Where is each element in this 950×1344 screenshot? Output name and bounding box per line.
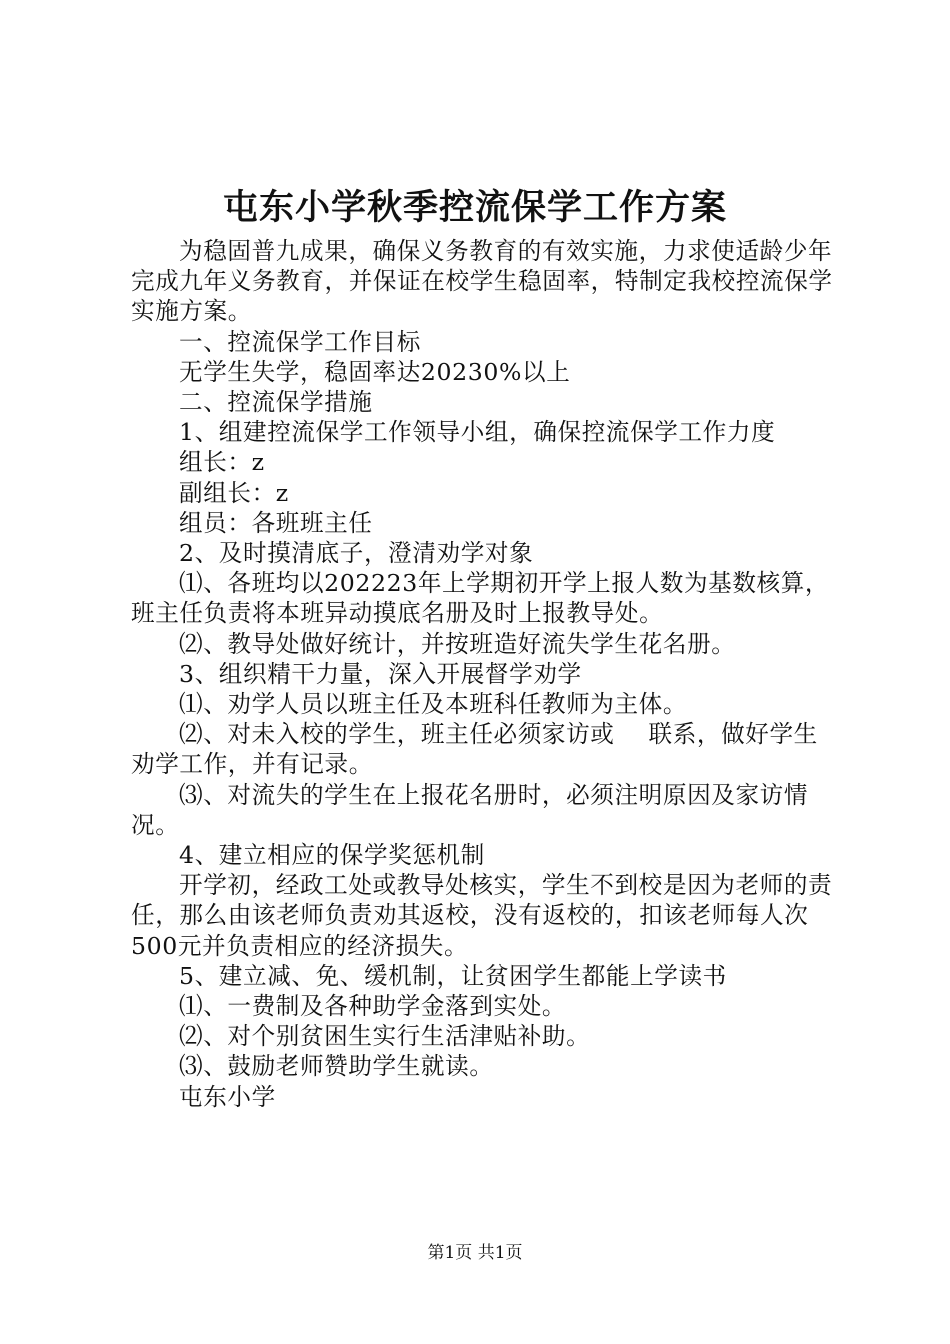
paragraph: 组长：z — [179, 448, 265, 477]
intro-paragraph: 为稳固普九成果，确保义务教育的有效实施，力求使适龄少年完成九年义务教育，并保证在校学生稳固率，特制定我校控流保学实施方案。 — [131, 237, 833, 326]
paragraph: ⑵、教导处做好统计，并按班造好流失学生花名册。 — [179, 629, 736, 658]
paragraph: 开学初，经政工处或教导处核实，学生不到校是因为老师的责任，那么由该老师负责劝其返校，没有返校的，扣该老师每人次500元并负责相应的经济损失。 — [131, 871, 833, 960]
subsection-heading: 1、组建控流保学工作领导小组，确保控流保学工作力度 — [179, 418, 776, 447]
subsection-heading: 4、建立相应的保学奖惩机制 — [179, 841, 485, 870]
paragraph: 无学生失学，稳固率达20230%以上 — [179, 357, 571, 386]
paragraph: 组员：各班班主任 — [179, 508, 373, 537]
split-paragraph-part1: ⑵、对未入校的学生，班主任必须家访或 — [179, 720, 615, 749]
document-title: 屯东小学秋季控流保学工作方案 — [222, 187, 727, 228]
paragraph: ⑴、各班均以202223年上学期初开学上报人数为基数核算，班主任负责将本班异动摸底名册及时上报教导处。 — [131, 569, 830, 628]
subsection-heading: 3、组织精干力量，深入开展督学劝学 — [179, 659, 582, 688]
document-body — [131, 236, 836, 1112]
subsection-heading: 2、及时摸清底子，澄清劝学对象 — [179, 539, 534, 568]
paragraph: ⑵、对个别贫困生实行生活津贴补助。 — [179, 1022, 591, 1051]
paragraph: ⑴、一费制及各种助学金落到实处。 — [179, 992, 567, 1021]
paragraph: ⑶、鼓励老师赞助学生就读。 — [179, 1052, 494, 1081]
split-paragraph — [131, 719, 836, 779]
split-paragraph-part2: 联系，做好学生劝学工作，并有记录。 — [131, 720, 818, 779]
paragraph: 副组长：z — [179, 478, 289, 507]
paragraph: ⑴、劝学人员以班主任及本班科任教师为主体。 — [179, 690, 688, 719]
signature-school: 屯东小学 — [179, 1082, 276, 1111]
subsection-heading: 5、建立减、免、缓机制，让贫困学生都能上学读书 — [179, 961, 727, 990]
page-number-footer: 第1页 共1页 — [427, 1243, 523, 1263]
section-heading: 一、控流保学工作目标 — [179, 327, 421, 356]
section-heading: 二、控流保学措施 — [179, 388, 373, 417]
paragraph: ⑶、对流失的学生在上报花名册时，必须注明原因及家访情况。 — [131, 780, 809, 839]
